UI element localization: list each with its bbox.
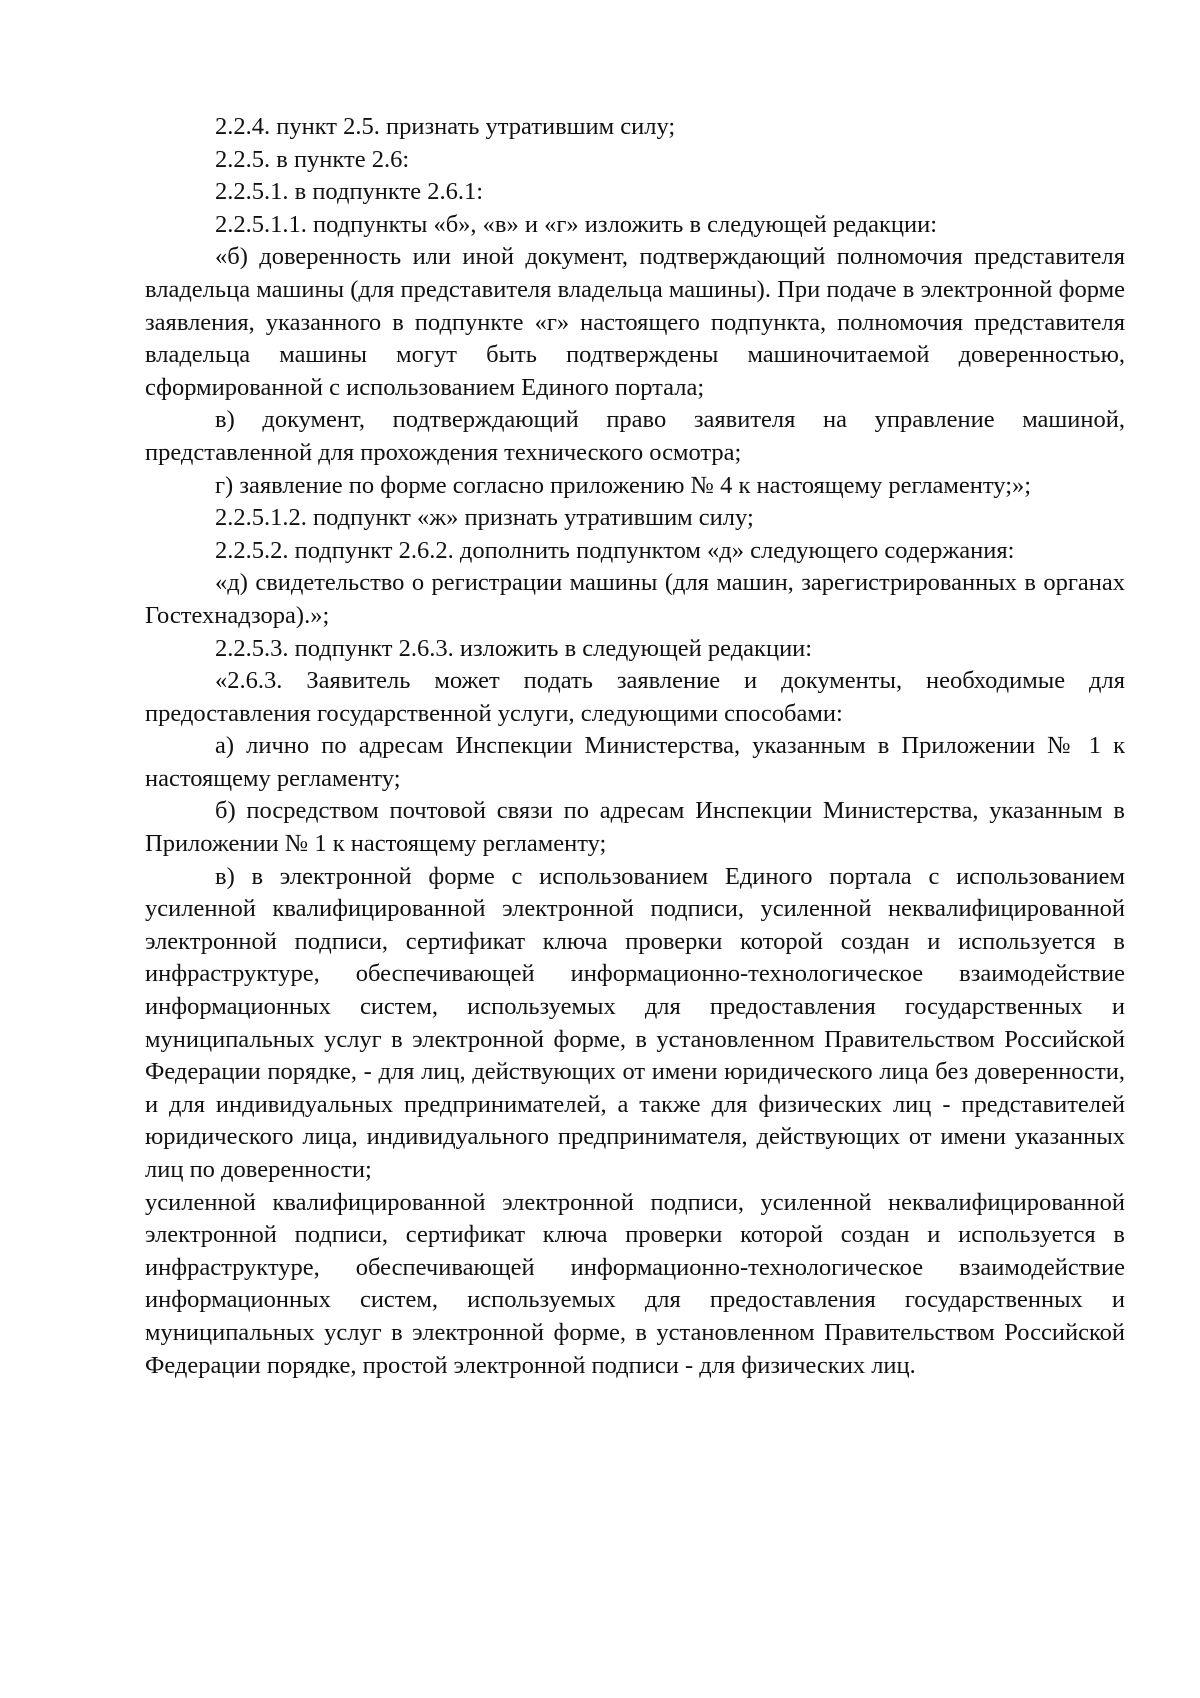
paragraph-signature-physical: усиленной квалифицированной электронной подписи, усиленной неквалифицированной электронной подписи, сертификат ключа проверки которой создан и используется в инфраструктуре, обеспечивающей информационно-технологическое взаимодействие информационных систем, используемых для предоставления государственных и муниципальных услуг в электронной форме, в установленном Правительством Российской Федерации порядке, простой электронной подписи - для физических лиц. bbox=[145, 1188, 1125, 1379]
paragraph-item-d: «д) свидетельство о регистрации машины (для машин, зарегистрированных в органах Гостехнадзора).»; bbox=[145, 569, 1125, 629]
paragraph-item-g: г) заявление по форме согласно приложению № 4 к настоящему регламенту;»; bbox=[215, 471, 1032, 499]
paragraph-2-2-5-1: 2.2.5.1. в подпункте 2.6.1: bbox=[215, 178, 484, 206]
paragraph-method-b: б) посредством почтовой связи по адресам Инспекции Министерства, указанным в Приложении № 1 к настоящему регламенту; bbox=[145, 797, 1125, 858]
paragraph-2-2-5: 2.2.5. в пункте 2.6: bbox=[215, 145, 410, 173]
paragraph-2-6-3: «2.6.3. Заявитель может подать заявление и документы, необходимые для предоставления государственной услуги, следующими способами: bbox=[145, 667, 1125, 727]
paragraph-method-v: в) в электронной форме с использованием Единого портала с использованием усиленной квалифицированной электронной подписи, усиленной неквалифицированной электронной подписи, сертификат ключа проверки которой создан и используется в инфраструктуре, обеспечивающей информационно-технологическое взаимодействие информационных систем, используемых для предоставления государственных и муниципальных услуг в электронной форме, в установленном Правительством Российской Федерации порядке, - для лиц, действующих от имени юридического лица без доверенности, и для индивидуальных предпринимателей, а также для физических лиц - представителей юридического лица, индивидуального предпринимателя, действующих от имени указанных лиц по доверенности; bbox=[145, 862, 1125, 1183]
paragraph-2-2-4: 2.2.4. пункт 2.5. признать утратившим силу; bbox=[215, 113, 676, 140]
paragraph-method-a: а) лично по адресам Инспекции Министерства, указанным в Приложении № 1 к настоящему регламенту; bbox=[145, 732, 1125, 792]
paragraph-2-2-5-3: 2.2.5.3. подпункт 2.6.3. изложить в следующей редакции: bbox=[215, 634, 813, 662]
paragraph-item-b: «б) доверенность или иной документ, подтверждающий полномочия представителя владельца машины (для представителя владельца машины). При подаче в электронной форме заявления, указанного в подпункте «г» настоящего подпункта, полномочия представителя владельца машины могут быть подтверждены машиночитаемой доверенностью, сформированной с использованием Единого портала; bbox=[145, 243, 1125, 401]
paragraph-2-2-5-2: 2.2.5.2. подпункт 2.6.2. дополнить подпунктом «д» следующего содержания: bbox=[215, 536, 1015, 564]
paragraph-item-v: в) документ, подтверждающий право заявителя на управление машиной, представленной для прохождения технического осмотра; bbox=[145, 406, 1125, 466]
document-page bbox=[145, 111, 1125, 1382]
paragraph-2-2-5-1-1: 2.2.5.1.1. подпункты «б», «в» и «г» изложить в следующей редакции: bbox=[215, 210, 938, 238]
paragraph-2-2-5-1-2: 2.2.5.1.2. подпункт «ж» признать утратившим силу; bbox=[215, 504, 754, 532]
